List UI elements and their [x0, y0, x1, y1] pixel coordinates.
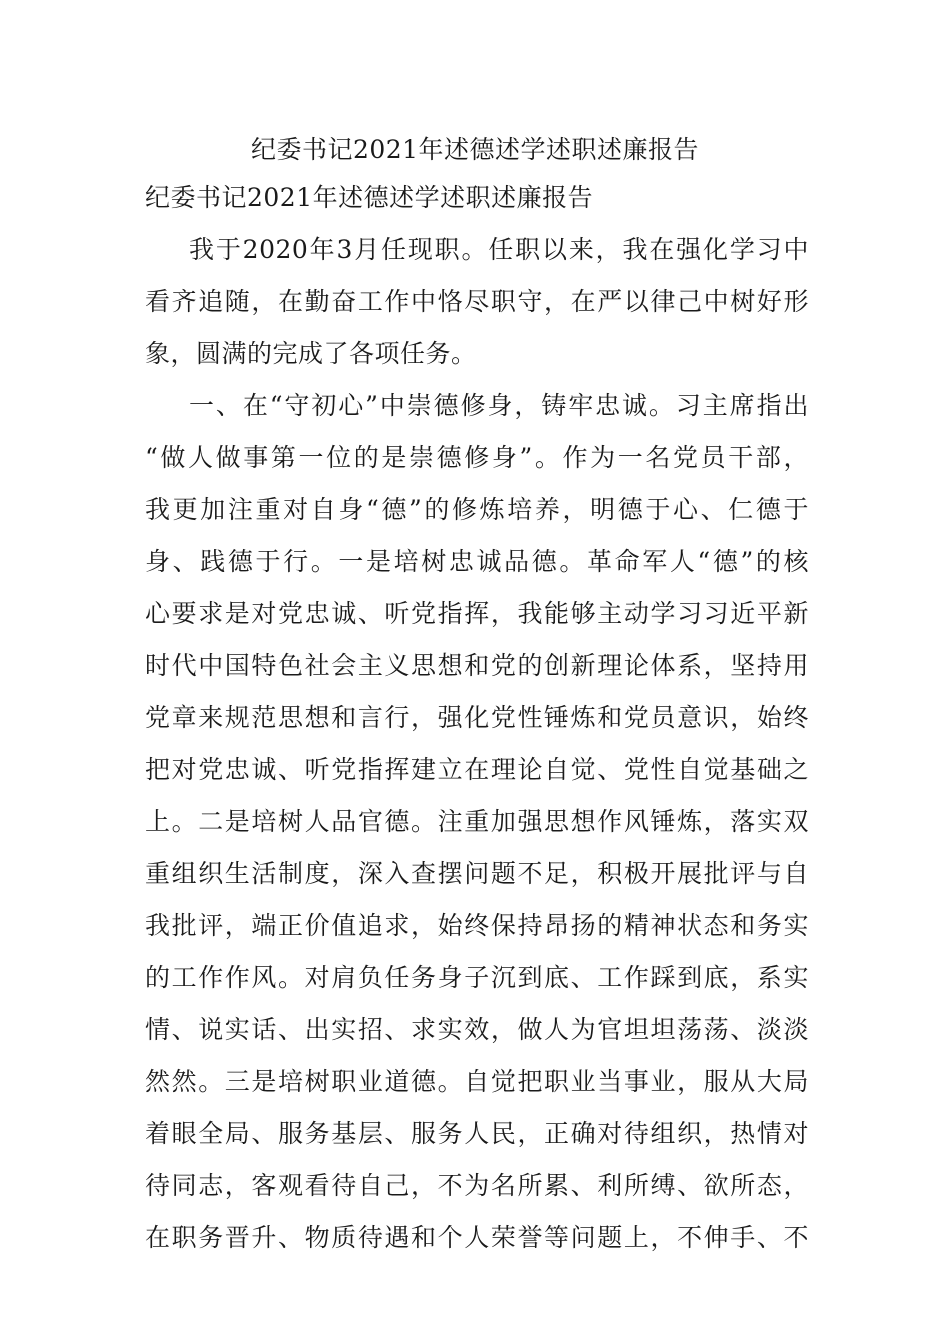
paragraph-2-line-15: 着眼全局、服务基层、服务人民，正确对待组织，热情对 — [145, 1119, 809, 1148]
paragraph-2-line-9: 上。二是培树人品官德。注重加强思想作风锤炼，落实双 — [145, 807, 809, 836]
document-body — [145, 224, 809, 1264]
paragraph-2-line-4: 身、践德于行。一是培树忠诚品德。革命军人“德”的核 — [145, 547, 809, 576]
paragraph-1-line-1: 我于2020年3月任现职。任职以来，我在强化学习中 — [189, 235, 809, 264]
paragraph-2-line-2: “做人做事第一位的是崇德修身”。作为一名党员干部， — [145, 443, 809, 472]
paragraph-2-line-6: 时代中国特色社会主义思想和党的创新理论体系，坚持用 — [145, 651, 809, 680]
paragraph-2-line-14: 然然。三是培树职业道德。自觉把职业当事业，服从大局 — [145, 1067, 809, 1096]
paragraph-2-line-3: 我更加注重对自身“德”的修炼培养，明德于心、仁德于 — [145, 495, 809, 524]
paragraph-1-line-3: 象，圆满的完成了各项任务。 — [145, 339, 477, 368]
paragraph-2-line-12: 的工作作风。对肩负任务身子沉到底、工作踩到底，系实 — [145, 963, 809, 992]
paragraph-2-line-16: 待同志，客观看待自己，不为名所累、利所缚、欲所态， — [145, 1171, 809, 1200]
paragraph-2-line-1: 一、在“守初心”中崇德修身，铸牢忠诚。习主席指出 — [189, 391, 809, 420]
paragraph-2-line-13: 情、说实话、出实招、求实效，做人为官坦坦荡荡、淡淡 — [145, 1015, 809, 1044]
paragraph-2-line-17: 在职务晋升、物质待遇和个人荣誉等问题上，不伸手、不 — [145, 1223, 809, 1252]
paragraph-2-line-7: 党章来规范思想和言行，强化党性锤炼和党员意识，始终 — [145, 703, 809, 732]
document-subtitle: 纪委书记2021年述德述学述职述廉报告 — [145, 183, 594, 212]
paragraph-2-line-5: 心要求是对党忠诚、听党指挥，我能够主动学习习近平新 — [145, 599, 809, 628]
document-title: 纪委书记2021年述德述学述职述廉报告 — [250, 135, 700, 164]
paragraph-2-line-10: 重组织生活制度，深入查摆问题不足，积极开展批评与自 — [145, 859, 809, 888]
paragraph-2-line-11: 我批评，端正价值追求，始终保持昂扬的精神状态和务实 — [145, 911, 809, 940]
paragraph-1-line-2: 看齐追随，在勤奋工作中恪尽职守，在严以律己中树好形 — [145, 287, 809, 316]
paragraph-2-line-8: 把对党忠诚、听党指挥建立在理论自觉、党性自觉基础之 — [145, 755, 809, 784]
